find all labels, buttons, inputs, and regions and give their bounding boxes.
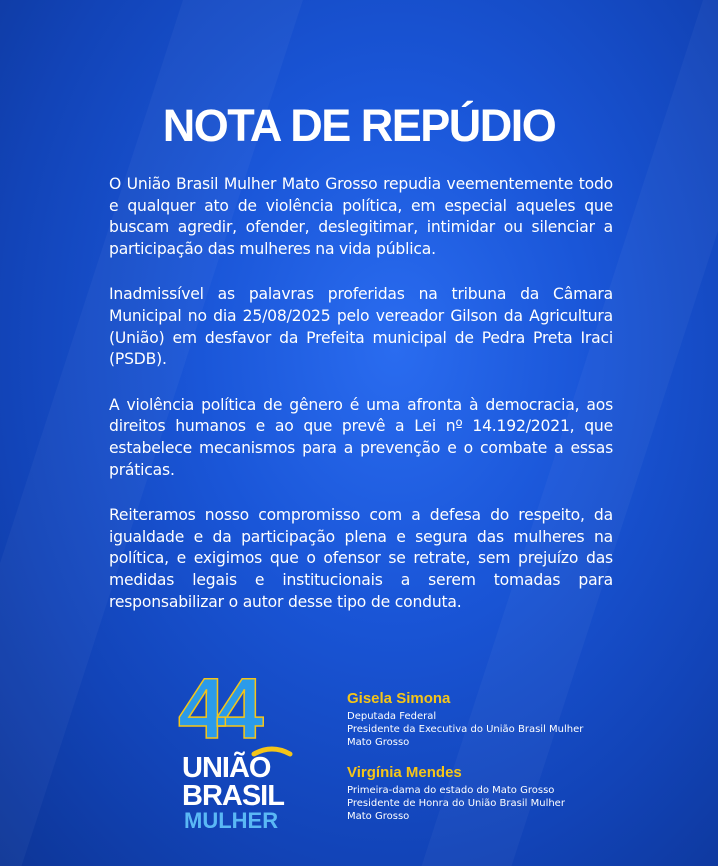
signatory-role: Presidente de Honra do União Brasil Mulher xyxy=(347,798,565,809)
signatory-name: Virgínia Mendes xyxy=(347,764,462,781)
note-body xyxy=(109,174,613,637)
signatory-role: Primeira-dama do estado do Mato Grosso xyxy=(347,785,555,796)
signatory xyxy=(347,764,647,823)
logo-line3: MULHER xyxy=(184,808,279,833)
logo-swoosh xyxy=(254,749,290,754)
signatory-role: Presidente da Executiva do União Brasil Mulher xyxy=(347,724,584,735)
uniao-brasil-mulher-logo xyxy=(176,664,306,834)
paragraph: O União Brasil Mulher Mato Grosso repudia veementemente todo e qualquer ato de violência política, em especial aqueles que buscam agredir, ofender, deslegitimar, intimidar ou silenciar a participação das mulheres na vida pública. xyxy=(109,175,613,258)
paragraph: Inadmissível as palavras proferidas na tribuna da Câmara Municipal no dia 25/08/2025 pelo vereador Gilson da Agricultura (União) em desfavor da Prefeita municipal de Pedra Preta Iraci (PSDB). xyxy=(109,285,613,369)
signatures xyxy=(347,690,647,838)
logo-number: 44 xyxy=(178,664,254,757)
logo-line1: UNIÃO xyxy=(182,752,271,784)
page-title: NOTA DE REPÚDIO xyxy=(162,100,556,151)
paragraph: A violência política de gênero é uma afronta à democracia, aos direitos humanos e ao que prevê a Lei nº 14.192/2021, que estabelece mecanismos para a prevenção e o combate a essas práticas. xyxy=(109,395,613,479)
paragraph: Reiteramos nosso compromisso com a defesa do respeito, da igualdade e da participação plena e segura das mulheres na política, e exigimos que o ofensor se retrate, sem prejuízo das medidas legais e institucionais a serem tomadas para responsabilizar o autor desse tipo de conduta. xyxy=(109,506,613,611)
signatory-name: Gisela Simona xyxy=(347,690,451,707)
signatory-role: Mato Grosso xyxy=(347,811,410,822)
signatory-role: Deputada Federal xyxy=(347,711,437,722)
signatory xyxy=(347,690,647,749)
signatory-role: Mato Grosso xyxy=(347,737,410,748)
logo-line2: BRASIL xyxy=(182,780,284,812)
